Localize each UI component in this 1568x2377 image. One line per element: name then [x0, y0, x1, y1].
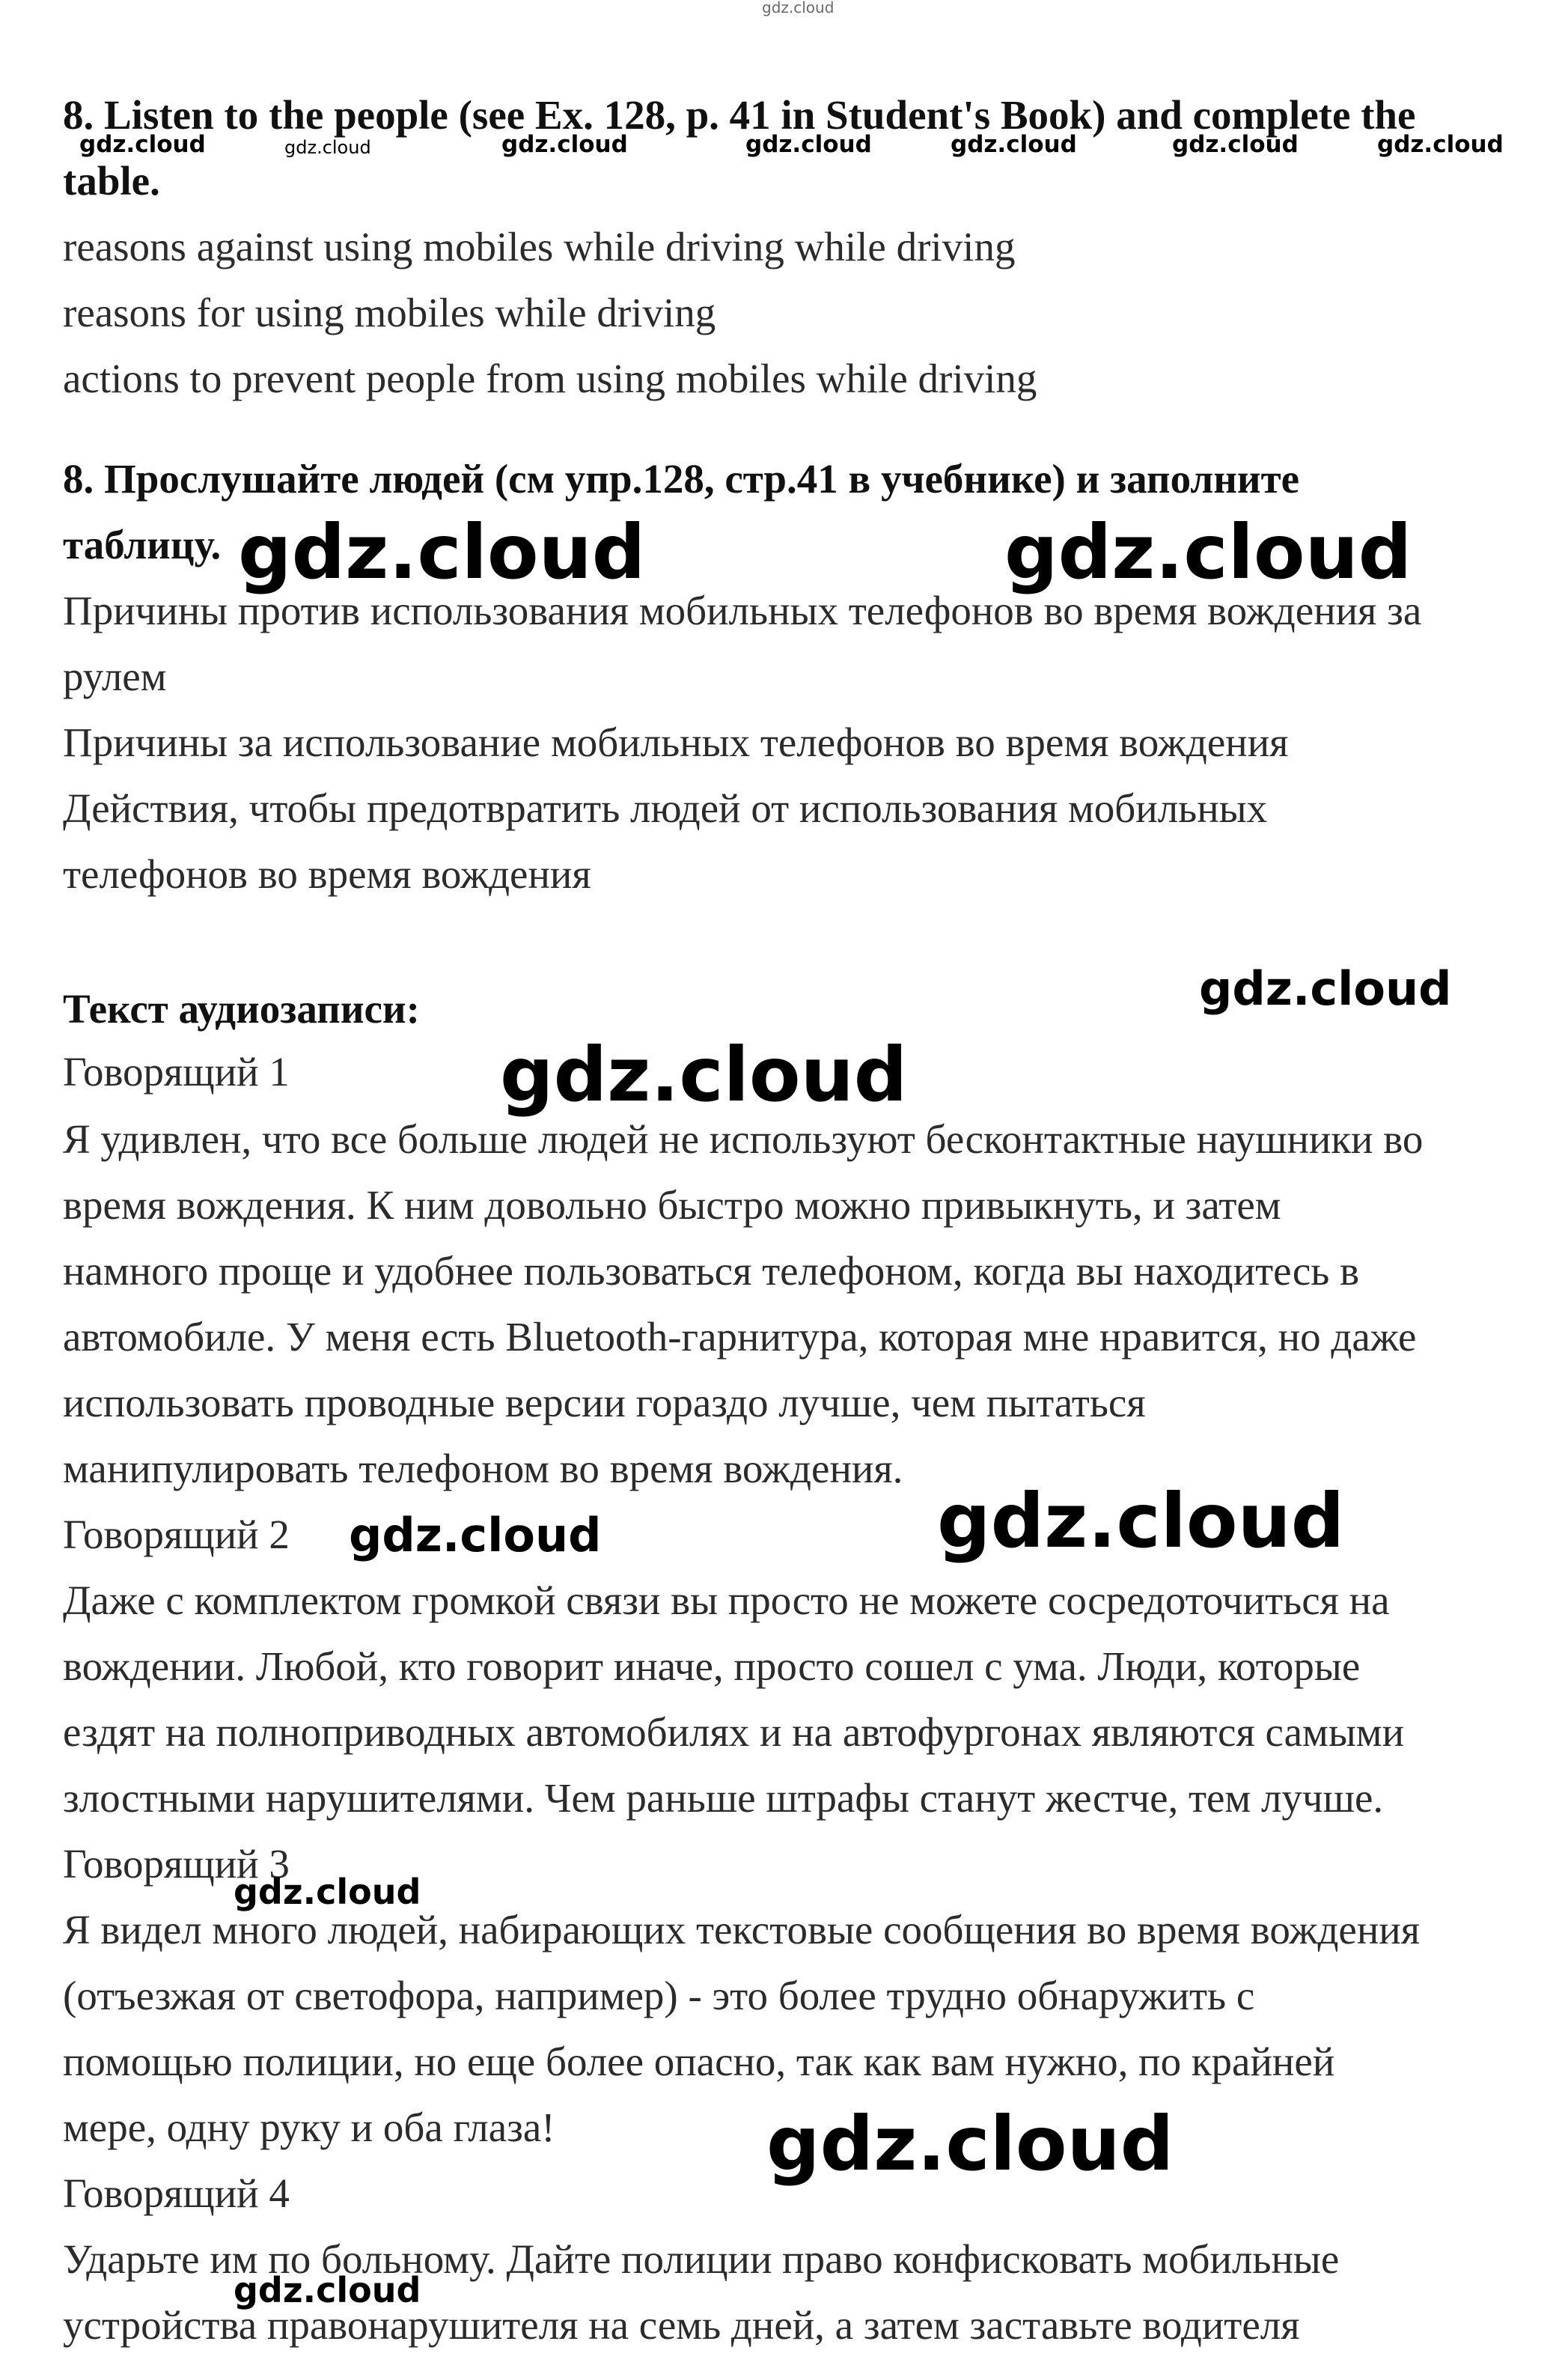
- watermark-small: gdz.cloud: [79, 131, 206, 158]
- watermark-small: gdz.cloud: [951, 131, 1077, 158]
- speaker-3-line-2: (отъезжая от светофора, например) - это более трудно обнаружить с: [63, 1973, 1255, 2018]
- speaker-1-line-4: автомобиле. У меня есть Bluetooth-гарнитура, которая мне нравится, но даже: [63, 1314, 1417, 1360]
- watermark-large: gdz.cloud: [500, 1031, 908, 1119]
- watermark-small: gdz.cloud: [234, 1872, 421, 1912]
- speaker-1-line-5: использовать проводные версии гораздо лучше, чем пытаться: [63, 1380, 1146, 1425]
- russian-line-1: Причины против использования мобильных телефонов во время вождения за: [63, 588, 1422, 633]
- english-item-2: reasons for using mobiles while driving: [63, 290, 716, 335]
- english-heading-line-1: 8. Listen to the people (see Ex. 128, p. 41 in Student's Book) and complete the: [63, 92, 1416, 138]
- watermark-large: gdz.cloud: [238, 508, 646, 596]
- speaker-1-line-6: манипулировать телефоном во время вождения.: [63, 1446, 903, 1491]
- speaker-4-line-1: Ударьте им по больному. Дайте полиции право конфисковать мобильные: [63, 2236, 1340, 2282]
- speaker-1-line-2: время вождения. К ним довольно быстро можно привыкнуть, и затем: [63, 1182, 1281, 1228]
- speaker-1-line-1: Я удивлен, что все больше людей не используют бесконтактные наушники во: [63, 1116, 1424, 1162]
- speaker-1-line-3: намного проще и удобнее пользоваться телефоном, когда вы находитесь в: [63, 1248, 1360, 1294]
- russian-line-4: Действия, чтобы предотвратить людей от использования мобильных: [63, 785, 1268, 831]
- russian-line-3: Причины за использование мобильных телефонов во время вождения: [63, 719, 1289, 765]
- russian-heading-line-1: 8. Прослушайте людей (см упр.128, стр.41 в учебнике) и заполните: [63, 456, 1300, 502]
- russian-line-2: рулем: [63, 654, 167, 699]
- speaker-3-label: Говорящий 3: [63, 1841, 290, 1887]
- watermark-small: gdz.cloud: [1172, 131, 1299, 158]
- watermark-medium: gdz.cloud: [1199, 961, 1452, 1016]
- speaker-2-label: Говорящий 2: [63, 1512, 290, 1557]
- watermark-large: gdz.cloud: [937, 1477, 1345, 1565]
- watermark-small: gdz.cloud: [1377, 131, 1504, 158]
- watermark-large: gdz.cloud: [766, 2100, 1174, 2188]
- russian-heading-line-2: таблицу.: [63, 522, 222, 567]
- transcript-title: Текст аудиозаписи:: [63, 986, 420, 1032]
- watermark-small: gdz.cloud: [745, 131, 872, 158]
- speaker-2-line-1: Даже с комплектом громкой связи вы просто не можете сосредоточиться на: [63, 1577, 1390, 1623]
- english-item-3: actions to prevent people from using mobiles while driving: [63, 356, 1037, 401]
- watermark-medium: gdz.cloud: [349, 1508, 602, 1562]
- watermark-top: gdz.cloud: [762, 0, 835, 16]
- watermark-large: gdz.cloud: [1004, 508, 1412, 596]
- speaker-3-line-3: помощью полиции, но еще более опасно, так как вам нужно, по крайней: [63, 2039, 1335, 2084]
- speaker-2-line-4: злостными нарушителями. Чем раньше штрафы станут жестче, тем лучше.: [63, 1775, 1384, 1821]
- russian-line-5: телефонов во время вождения: [63, 851, 591, 897]
- speaker-2-line-2: вождении. Любой, кто говорит иначе, просто сошел с ума. Люди, которые: [63, 1643, 1361, 1689]
- watermark-small: gdz.cloud: [284, 137, 371, 158]
- watermark-small: gdz.cloud: [234, 2270, 421, 2310]
- english-heading-line-2: table.: [63, 158, 160, 204]
- watermark-small: gdz.cloud: [501, 131, 628, 158]
- speaker-3-line-1: Я видел много людей, набирающих текстовые сообщения во время вождения: [63, 1907, 1421, 1953]
- speaker-2-line-3: ездят на полноприводных автомобилях и на автофургонах являются самыми: [63, 1709, 1405, 1755]
- speaker-4-line-2: устройства правонарушителя на семь дней, а затем заставьте водителя: [63, 2302, 1300, 2348]
- speaker-4-label: Говорящий 4: [63, 2170, 290, 2216]
- english-item-1: reasons against using mobiles while driving while driving: [63, 224, 1016, 270]
- speaker-3-line-4: мере, одну руку и оба глаза!: [63, 2104, 555, 2150]
- speaker-1-label: Говорящий 1: [63, 1049, 290, 1095]
